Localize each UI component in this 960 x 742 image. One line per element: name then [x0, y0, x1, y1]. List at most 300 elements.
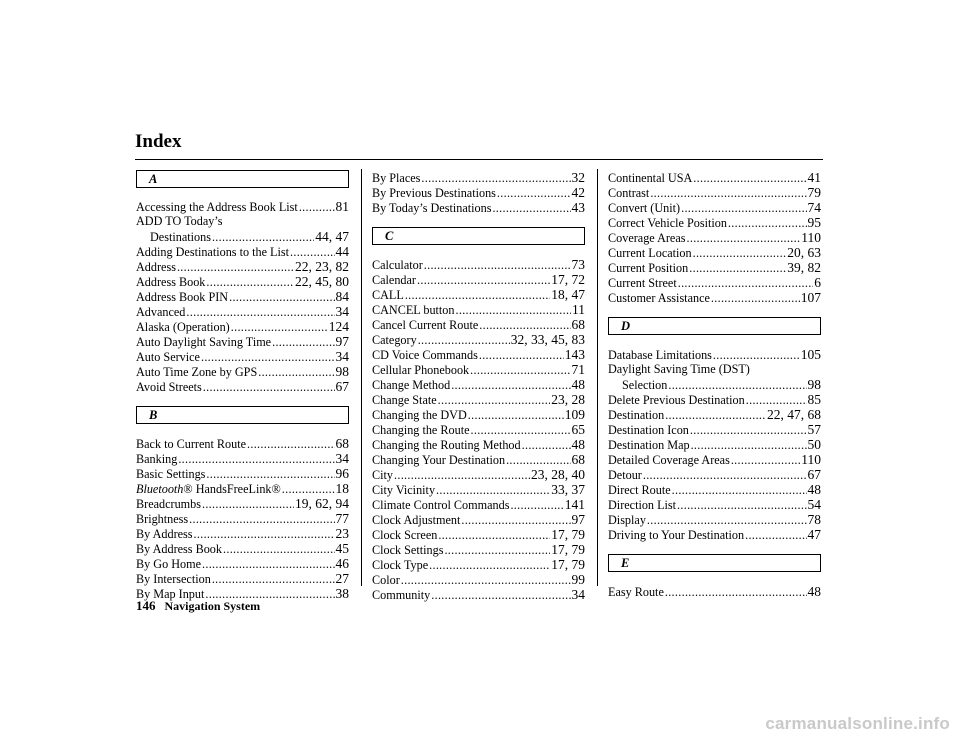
dot-leader [497, 186, 571, 201]
dot-leader [746, 393, 807, 408]
entry-pages: 65 [571, 422, 585, 437]
index-entry [136, 526, 349, 541]
dot-leader [438, 393, 551, 408]
entry-term [136, 245, 289, 260]
index-entry [136, 289, 349, 304]
entry-term [608, 261, 688, 276]
entry-term [608, 528, 744, 543]
index-entry [136, 214, 349, 229]
index-entry [136, 364, 349, 379]
entry-term [372, 171, 420, 186]
entry-term-text: Correct Vehicle Position [608, 216, 727, 230]
index-entry [372, 452, 585, 467]
dot-leader [665, 585, 807, 600]
entry-term-text: Changing the Routing Method [372, 438, 521, 452]
entry-term [136, 380, 202, 395]
entry-term-text: Change State [372, 393, 437, 407]
entry-pages: 22, 47, 68 [767, 407, 821, 422]
index-entry [608, 392, 821, 407]
entry-term [608, 438, 690, 453]
dot-leader [665, 408, 766, 423]
entry-term-text: By Today’s Destinations [372, 201, 492, 215]
dot-leader [424, 258, 571, 273]
index-entry [372, 557, 585, 572]
entry-pages: 45 [335, 541, 349, 556]
dot-leader [728, 216, 807, 231]
dot-leader [444, 543, 550, 558]
entry-pages: 95 [807, 215, 821, 230]
entry-pages: 97 [335, 334, 349, 349]
index-entry [136, 556, 349, 571]
entry-pages: 41 [807, 170, 821, 185]
entry-term-text: Continental USA [608, 171, 693, 185]
entry-pages: 57 [807, 422, 821, 437]
entry-term [608, 483, 671, 498]
entry-term [136, 512, 188, 527]
index-entry [372, 467, 585, 482]
entry-term [608, 423, 689, 438]
entry-pages: 81 [335, 199, 349, 214]
index-entry [372, 542, 585, 557]
dot-leader [282, 482, 335, 497]
dot-leader [479, 318, 570, 333]
index-entry [372, 362, 585, 377]
entry-pages: 22, 45, 80 [295, 274, 349, 289]
entry-pages: 34 [335, 304, 349, 319]
dot-leader [647, 513, 807, 528]
entry-term-text: Delete Previous Destination [608, 393, 745, 407]
dot-leader [223, 542, 335, 557]
dot-leader [677, 498, 806, 513]
entry-pages: 85 [807, 392, 821, 407]
entry-term-text: Driving to Your Destination [608, 528, 745, 542]
entry-pages: 67 [335, 379, 349, 394]
entry-pages: 84 [335, 289, 349, 304]
entry-term [372, 453, 505, 468]
dot-leader [212, 230, 314, 245]
entry-term-text: Current Location [608, 246, 692, 260]
entry-term [372, 348, 478, 363]
entry-term [372, 423, 470, 438]
index-entry [608, 452, 821, 467]
entry-term [136, 452, 177, 467]
entry-pages: 77 [335, 511, 349, 526]
index-entry [608, 245, 821, 260]
entry-term [608, 513, 646, 528]
entry-pages: 48 [807, 584, 821, 599]
entry-term-text: Detailed Coverage Areas [608, 453, 730, 467]
index-column-2 [372, 170, 585, 602]
index-entry [136, 571, 349, 586]
index-entry [608, 260, 821, 275]
index-entry [372, 422, 585, 437]
index-entry [372, 377, 585, 392]
dot-leader [417, 273, 550, 288]
entry-pages: 33, 37 [551, 482, 585, 497]
index-entry [136, 319, 349, 334]
entry-term [372, 186, 496, 201]
entry-term [608, 378, 667, 393]
entry-pages: 73 [571, 257, 585, 272]
index-entry [372, 437, 585, 452]
dot-leader [431, 588, 570, 603]
dot-leader [468, 408, 564, 423]
entry-term-text: Database Limitations [608, 348, 712, 362]
entry-term-text: Auto Service [136, 350, 200, 364]
dot-leader [206, 275, 294, 290]
index-entry [608, 482, 821, 497]
dot-leader [731, 453, 800, 468]
index-entry [136, 259, 349, 274]
index-entry [372, 527, 585, 542]
dot-leader [745, 528, 806, 543]
entry-pages: 109 [564, 407, 585, 422]
entry-term [608, 186, 649, 201]
entry-term-text: Category [372, 333, 417, 347]
entry-pages: 17, 79 [551, 527, 585, 542]
dot-leader [690, 423, 807, 438]
section-letter-c: C [372, 227, 585, 245]
entry-term [372, 483, 435, 498]
dot-leader [194, 527, 335, 542]
entry-term-text: CD Voice Commands [372, 348, 478, 362]
entry-term-text: Address Book PIN [136, 290, 229, 304]
entry-pages: 44, 47 [315, 229, 349, 244]
entry-term [372, 393, 437, 408]
index-entry [136, 511, 349, 526]
index-entry [372, 287, 585, 302]
entry-term-text: Climate Control Commands [372, 498, 510, 512]
dot-leader [401, 573, 571, 588]
entry-pages: 34 [335, 349, 349, 364]
entry-pages: 110 [801, 230, 821, 245]
entry-pages: 54 [807, 497, 821, 512]
entry-pages: 22, 23, 82 [295, 259, 349, 274]
entry-term-text: Changing Your Destination [372, 453, 506, 467]
index-entry [608, 200, 821, 215]
entry-term [372, 273, 416, 288]
index-entry [372, 200, 585, 215]
entry-term-text: Cellular Phonebook [372, 363, 470, 377]
entry-term-text: Destinations [150, 230, 211, 244]
dot-leader [421, 171, 570, 186]
entry-pages: 34 [571, 587, 585, 602]
entry-term [372, 333, 417, 348]
entry-pages: 74 [807, 200, 821, 215]
index-entry [372, 497, 585, 512]
entry-pages: 17, 72 [551, 272, 585, 287]
entry-term-text: Back to Current Route [136, 437, 247, 451]
entry-term-text: Coverage Areas [608, 231, 686, 245]
dot-leader [451, 378, 570, 393]
index-entry [136, 379, 349, 394]
entry-pages: 98 [807, 377, 821, 392]
index-entry [608, 377, 821, 392]
dot-leader [394, 468, 530, 483]
entry-term-text: Advanced [136, 305, 186, 319]
entry-term [372, 558, 428, 573]
entry-term [372, 258, 423, 273]
entry-pages: 18 [335, 481, 349, 496]
index-entry [608, 584, 821, 599]
entry-term [372, 318, 478, 333]
entry-term-text: Easy Route [608, 585, 664, 599]
entry-term-text: CALL [372, 288, 404, 302]
entry-term: ADD TO Today’s [136, 214, 223, 228]
entry-term [136, 230, 211, 245]
entry-pages: 43 [571, 200, 585, 215]
entry-term [608, 393, 745, 408]
entry-term [608, 468, 642, 483]
dot-leader [461, 513, 570, 528]
entry-term [136, 275, 205, 290]
entry-term [372, 543, 443, 558]
entry-pages: 23 [335, 526, 349, 541]
entry-term [608, 216, 727, 231]
entry-term-text: Auto Time Zone by GPS [136, 365, 258, 379]
dot-leader [202, 497, 294, 512]
entry-term-text: Display [608, 513, 646, 527]
entry-term-text: Basic Settings [136, 467, 206, 481]
entry-term [608, 348, 712, 363]
entry-term-text: City Vicinity [372, 483, 436, 497]
index-entry [372, 302, 585, 317]
entry-pages: 17, 79 [551, 542, 585, 557]
entry-term-text: Current Street [608, 276, 677, 290]
entry-term-text: CANCEL button [372, 303, 455, 317]
section-letter-d: D [608, 317, 821, 335]
entry-term-text: Clock Settings [372, 543, 444, 557]
page-footer [136, 598, 260, 614]
index-entry [608, 170, 821, 185]
entry-pages: 20, 63 [787, 245, 821, 260]
entry-pages: 23, 28, 40 [531, 467, 585, 482]
column-divider [361, 169, 362, 586]
entry-term [136, 260, 176, 275]
entry-term [372, 408, 467, 423]
index-entry [608, 290, 821, 305]
dot-leader [693, 171, 806, 186]
index-entry [608, 437, 821, 452]
index-entry [608, 422, 821, 437]
index-entry [608, 362, 821, 377]
dot-leader [299, 200, 335, 215]
entry-pages: 38 [335, 586, 349, 601]
page-title: Index [135, 131, 182, 152]
entry-term-text: Detour [608, 468, 642, 482]
entry-pages: 68 [571, 317, 585, 332]
entry-term [608, 171, 692, 186]
index-entry [608, 467, 821, 482]
index-entry [136, 466, 349, 481]
entry-term-text: By Map Input [136, 587, 205, 601]
index-entry [608, 512, 821, 527]
dot-leader [479, 348, 564, 363]
entry-term-text: Customer Assistance [608, 291, 710, 305]
entry-term-text: By Address [136, 527, 193, 541]
dot-leader [506, 453, 570, 468]
dot-leader [681, 201, 806, 216]
title-rule [135, 159, 823, 160]
entry-pages: 23, 28 [551, 392, 585, 407]
entry-term [608, 498, 676, 513]
index-entry [608, 215, 821, 230]
index-entry [136, 451, 349, 466]
entry-pages: 6 [814, 275, 821, 290]
index-entry [372, 272, 585, 287]
entry-term-text: Clock Adjustment [372, 513, 461, 527]
index-entry [372, 572, 585, 587]
entry-term-text: Adding Destinations to the List [136, 245, 290, 259]
entry-pages: 78 [807, 512, 821, 527]
section-letter-b: B [136, 406, 349, 424]
entry-term-text: Address [136, 260, 176, 274]
entry-term [608, 231, 686, 246]
entry-term-text: City [372, 468, 393, 482]
entry-pages: 143 [564, 347, 585, 362]
section-letter-e: E [608, 554, 821, 572]
entry-pages: 34 [335, 451, 349, 466]
entry-pages: 110 [801, 452, 821, 467]
entry-pages: 67 [807, 467, 821, 482]
entry-term-text: Changing the DVD [372, 408, 467, 422]
entry-term [608, 201, 680, 216]
entry-term [136, 572, 211, 587]
entry-term [608, 585, 664, 600]
dot-leader [510, 498, 563, 513]
entry-pages: 32 [571, 170, 585, 185]
entry-term [372, 528, 437, 543]
entry-term [136, 497, 201, 512]
entry-term [136, 200, 298, 215]
dot-leader [643, 468, 807, 483]
footer-title: Navigation System [164, 599, 261, 613]
entry-term [372, 468, 393, 483]
index-entry [372, 257, 585, 272]
dot-leader [470, 363, 570, 378]
entry-pages: 68 [335, 436, 349, 451]
dot-leader [202, 557, 335, 572]
entry-term-text: Current Position [608, 261, 689, 275]
entry-term [136, 557, 201, 572]
entry-term-text: Community [372, 588, 431, 602]
dot-leader [436, 483, 550, 498]
entry-pages: 68 [571, 452, 585, 467]
index-entry [372, 392, 585, 407]
dot-leader [492, 201, 570, 216]
section-letter-a: A [136, 170, 349, 188]
entry-term-text: Change Method [372, 378, 451, 392]
dot-leader [247, 437, 334, 452]
dot-leader [471, 423, 571, 438]
entry-term [136, 365, 257, 380]
entry-term: Daylight Saving Time (DST) [608, 362, 750, 376]
entry-pages: 48 [571, 377, 585, 392]
entry-term-text: Alaska (Operation) [136, 320, 230, 334]
entry-term [136, 467, 205, 482]
dot-leader [186, 305, 334, 320]
index-entry [136, 541, 349, 556]
index-entry [372, 512, 585, 527]
index-entry [136, 274, 349, 289]
entry-term-text: Destination Icon [608, 423, 689, 437]
entry-term [372, 303, 455, 318]
index-entry [608, 347, 821, 362]
entry-term-text: Convert (Unit) [608, 201, 681, 215]
dot-leader [177, 260, 294, 275]
dot-leader [650, 186, 806, 201]
dot-leader [418, 333, 510, 348]
entry-pages: 124 [328, 319, 349, 334]
dot-leader [405, 288, 550, 303]
index-entry [136, 229, 349, 244]
index-entry [372, 347, 585, 362]
dot-leader [689, 261, 786, 276]
entry-term-italic: Bluetooth [136, 482, 184, 496]
entry-term [608, 276, 677, 291]
index-entry [136, 496, 349, 511]
index-entry [372, 317, 585, 332]
entry-pages: 11 [572, 302, 585, 317]
entry-term [136, 305, 185, 320]
entry-pages: 97 [571, 512, 585, 527]
entry-term-text: Calculator [372, 258, 423, 272]
entry-term-text: By Previous Destinations [372, 186, 496, 200]
entry-pages: 99 [571, 572, 585, 587]
entry-pages: 39, 82 [787, 260, 821, 275]
entry-term-text: Banking [136, 452, 178, 466]
dot-leader [438, 528, 550, 543]
index-entry [136, 436, 349, 451]
entry-term-text: Contrast [608, 186, 650, 200]
entry-pages: 27 [335, 571, 349, 586]
dot-leader [203, 380, 335, 395]
entry-term-text: ® HandsFreeLink® [183, 482, 281, 496]
entry-term-text: Direction List [608, 498, 677, 512]
entry-pages: 17, 79 [551, 557, 585, 572]
entry-term [136, 335, 271, 350]
dot-leader [693, 246, 787, 261]
index-entry [608, 407, 821, 422]
entry-pages: 48 [807, 482, 821, 497]
index-entry [372, 482, 585, 497]
entry-term-text: Direct Route [608, 483, 671, 497]
entry-term [372, 438, 521, 453]
entry-term-text: Changing the Route [372, 423, 470, 437]
entry-term-text: Cancel Current Route [372, 318, 479, 332]
entry-term-text: Selection [622, 378, 668, 392]
index-column-1 [136, 170, 349, 601]
entry-term [372, 378, 450, 393]
index-entry [372, 407, 585, 422]
entry-term-text: Auto Daylight Saving Time [136, 335, 272, 349]
entry-pages: 107 [800, 290, 821, 305]
entry-term-text: By Places [372, 171, 421, 185]
dot-leader [668, 378, 806, 393]
dot-leader [178, 452, 334, 467]
entry-term-text: Clock Screen [372, 528, 438, 542]
entry-term [372, 498, 509, 513]
index-column-3 [608, 170, 821, 599]
entry-pages: 47 [807, 527, 821, 542]
dot-leader [713, 348, 800, 363]
index-entry [372, 170, 585, 185]
entry-term [136, 527, 193, 542]
entry-term-text: Brightness [136, 512, 189, 526]
entry-term-text: By Go Home [136, 557, 201, 571]
entry-pages: 19, 62, 94 [295, 496, 349, 511]
dot-leader [711, 291, 800, 306]
